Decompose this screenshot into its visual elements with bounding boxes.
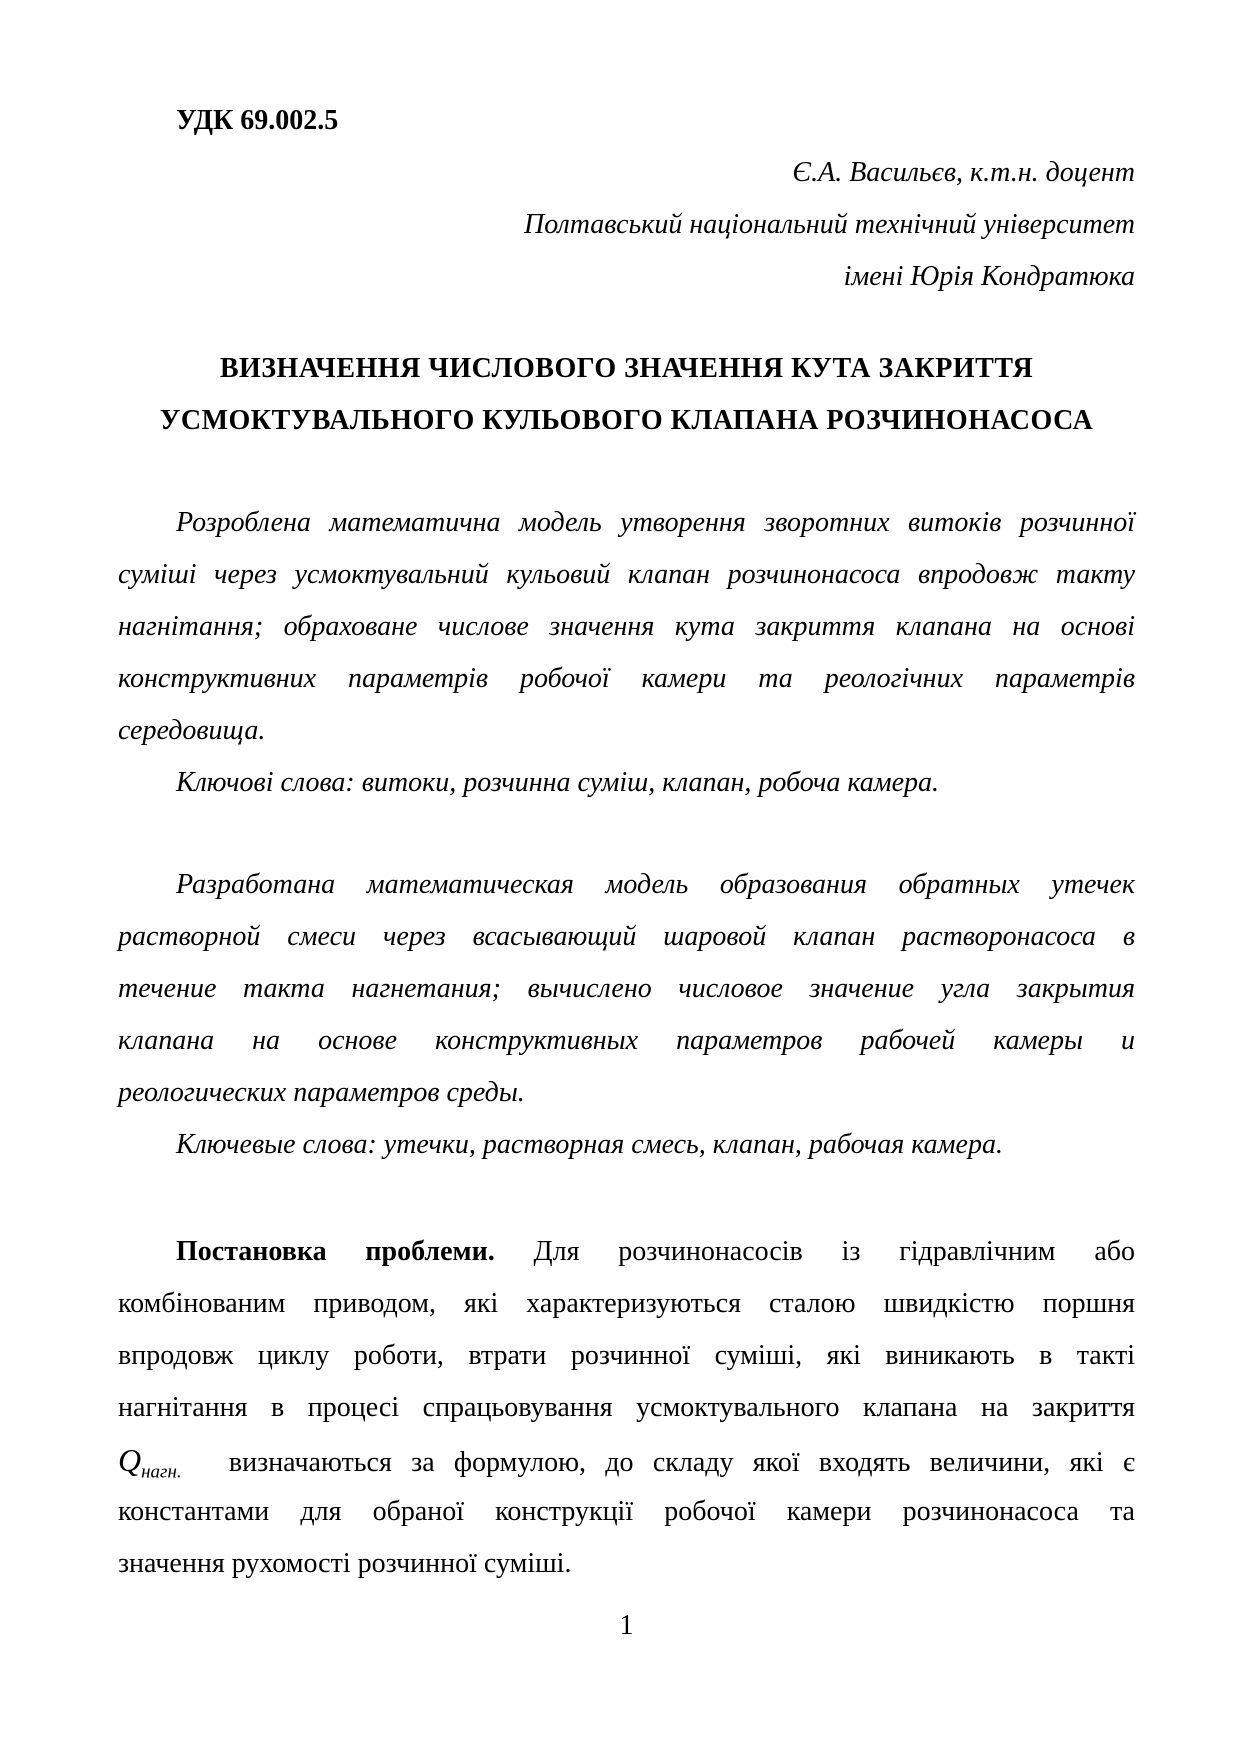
section-heading-line [118, 1226, 1135, 1278]
abstract-ru-line: Разработана математическая модель образования обратных утечек [176, 869, 1135, 900]
section-formula-line [118, 1434, 1135, 1486]
section-text-line: комбінованим приводом, які характеризуються сталою швидкістю поршня [118, 1288, 1135, 1319]
article-title-line-2: УСМОКТУВАЛЬНОГО КУЛЬОВОГО КЛАПАНА РОЗЧИНОНАСОСА [159, 405, 1094, 436]
abstract-ru-line: реологических параметров среды. [118, 1077, 525, 1108]
affiliation-line-2: імені Юрія Кондратюка [843, 261, 1135, 292]
section-heading-rest: Для розчинонасосів із гідравлічним або [533, 1236, 1135, 1267]
page-number: 1 [619, 1610, 634, 1641]
article-title-line-1: ВИЗНАЧЕННЯ ЧИСЛОВОГО ЗНАЧЕННЯ КУТА ЗАКРИТТЯ [219, 353, 1034, 384]
abstract-uk-line: конструктивних параметрів робочої камери та реологічних параметрів [118, 663, 1135, 694]
section-formula-rest: визначаються за формулою, до складу якої входять величини, які є [228, 1447, 1136, 1478]
spacer [118, 1590, 1135, 1600]
section-text-line: нагнітання в процесі спрацьовування усмоктувального клапана на закриття [118, 1392, 1135, 1423]
abstract-ru [118, 859, 1135, 1171]
abstract-ru-line: клапана на основе конструктивных параметров рабочей камеры и [118, 1025, 1135, 1056]
affiliation-line-1: Полтавський національний технічний університет [524, 209, 1135, 240]
abstract-ru-line: течение такта нагнетания; вычислено числовое значение угла закрытия [118, 973, 1135, 1004]
abstract-uk-line: нагнітання; обраховане числове значення кута закриття клапана на основі [118, 611, 1135, 642]
section-text-line: впродовж циклу роботи, втрати розчинної суміші, які виникають в такті [118, 1340, 1135, 1371]
spacer [118, 1171, 1135, 1226]
section-heading: Постановка проблеми. [176, 1236, 495, 1267]
keywords-uk: Ключові слова: витоки, розчинна суміш, клапан, робоча камера. [176, 767, 940, 798]
abstract-uk [118, 497, 1135, 809]
udc-label: УДК 69.002.5 [176, 105, 339, 136]
problem-statement-section [118, 1226, 1135, 1590]
abstract-ru-line: растворной смеси через всасывающий шаровой клапан растворонасоса в [118, 921, 1135, 952]
section-text-line: значення рухомості розчинної суміші. [118, 1548, 572, 1579]
author-name: Є.А. Васильєв, к.т.н. доцент [792, 157, 1135, 188]
spacer [118, 447, 1135, 497]
author-block [118, 147, 1135, 303]
abstract-uk-line: суміші через усмоктувальний кульовий клапан розчинонасоса впродовж такту [118, 559, 1135, 590]
abstract-uk-line: середовища. [118, 715, 266, 746]
keywords-ru: Ключевые слова: утечки, растворная смесь, клапан, рабочая камера. [176, 1129, 1003, 1160]
q-nagn-formula [118, 1442, 182, 1483]
formula-subscript: нагн. [141, 1461, 182, 1483]
title-block [118, 343, 1135, 447]
spacer [118, 809, 1135, 859]
spacer [118, 303, 1135, 343]
abstract-uk-line: Розроблена математична модель утворення зворотних витоків розчинної [176, 507, 1135, 538]
section-text-line: константами для обраної конструкції робочої камери розчинонасоса та [118, 1496, 1135, 1527]
formula-symbol: Q [118, 1442, 142, 1478]
